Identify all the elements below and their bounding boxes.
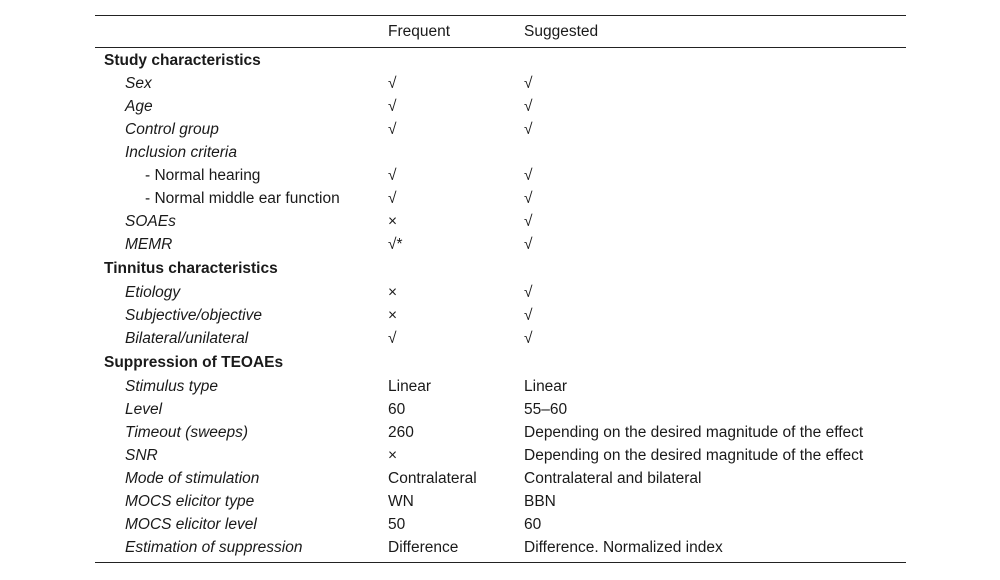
header-frequent: Frequent: [388, 23, 451, 40]
row-label: Stimulus type: [125, 378, 219, 395]
cell-frequent: √*: [388, 236, 403, 253]
table-row: [95, 210, 906, 233]
cell-suggested: √: [524, 75, 533, 92]
section-title-tinnitus: Tinnitus characteristics: [104, 260, 278, 277]
cell-frequent: Difference: [388, 539, 459, 556]
row-label: SOAEs: [125, 213, 176, 230]
row-label: MOCS elicitor level: [125, 516, 257, 533]
row-label: MEMR: [125, 236, 173, 253]
row-label: MOCS elicitor type: [125, 493, 255, 510]
table-row: [95, 164, 906, 187]
table-row: [95, 233, 906, 256]
cell-suggested: Linear: [524, 378, 568, 395]
cell-suggested: 55–60: [524, 401, 568, 418]
table-header: [95, 16, 906, 47]
table-row: [95, 118, 906, 141]
row-label: Inclusion criteria: [125, 144, 237, 161]
table-row: [95, 467, 906, 490]
cell-frequent: 50: [388, 516, 406, 533]
cell-frequent: √: [388, 98, 397, 115]
cell-frequent: √: [388, 75, 397, 92]
table-row: [95, 513, 906, 536]
row-label: Mode of stimulation: [125, 470, 260, 487]
table-row: [95, 421, 906, 444]
cell-frequent: ×: [388, 284, 398, 301]
row-label: - Normal hearing: [145, 167, 261, 184]
table-row: [95, 444, 906, 467]
cell-suggested: BBN: [524, 493, 556, 510]
cell-suggested: √: [524, 167, 533, 184]
row-label: - Normal middle ear function: [145, 190, 340, 207]
cell-frequent: ×: [388, 213, 398, 230]
cell-frequent: √: [388, 190, 397, 207]
table-row: [95, 281, 906, 304]
table-header-rule: [95, 47, 906, 48]
cell-suggested: √: [524, 307, 533, 324]
table-row: [95, 375, 906, 398]
cell-suggested: √: [524, 121, 533, 138]
cell-suggested: √: [524, 213, 533, 230]
row-label: Etiology: [125, 284, 181, 301]
cell-suggested: Contralateral and bilateral: [524, 470, 702, 487]
cell-frequent: ×: [388, 307, 398, 324]
comparison-table: [95, 15, 906, 563]
table-row: [95, 327, 906, 350]
header-suggested: Suggested: [524, 23, 599, 40]
section-title-study: Study characteristics: [104, 52, 261, 69]
cell-frequent: ×: [388, 447, 398, 464]
table-bottom-rule: [95, 562, 906, 563]
table-row: [95, 398, 906, 421]
row-label: SNR: [125, 447, 158, 464]
cell-suggested: Depending on the desired magnitude of the effect: [524, 424, 864, 441]
cell-suggested: √: [524, 330, 533, 347]
row-label: Sex: [125, 75, 152, 92]
row-label: Level: [125, 401, 163, 418]
table-row: [95, 490, 906, 513]
row-label: Estimation of suppression: [125, 539, 303, 556]
table-row: [95, 304, 906, 327]
table-row: [95, 187, 906, 210]
row-label: Timeout (sweeps): [125, 424, 249, 441]
cell-frequent: Contralateral: [388, 470, 477, 487]
section-title-suppression: Suppression of TEOAEs: [104, 354, 284, 371]
row-label: Control group: [125, 121, 219, 138]
cell-suggested: 60: [524, 516, 542, 533]
cell-frequent: √: [388, 330, 397, 347]
cell-suggested: √: [524, 236, 533, 253]
table-row: [95, 536, 906, 559]
cell-frequent: 260: [388, 424, 414, 441]
cell-frequent: √: [388, 121, 397, 138]
row-label: Bilateral/unilateral: [125, 330, 249, 347]
cell-frequent: Linear: [388, 378, 432, 395]
row-label: Age: [125, 98, 153, 115]
cell-suggested: √: [524, 98, 533, 115]
table-row: [95, 72, 906, 95]
cell-suggested: √: [524, 284, 533, 301]
row-label: Subjective/objective: [125, 307, 262, 324]
cell-frequent: 60: [388, 401, 406, 418]
table-row: [95, 95, 906, 118]
cell-suggested: Depending on the desired magnitude of the effect: [524, 447, 864, 464]
cell-suggested: Difference. Normalized index: [524, 539, 723, 556]
cell-frequent: √: [388, 167, 397, 184]
cell-frequent: WN: [388, 493, 414, 510]
cell-suggested: √: [524, 190, 533, 207]
table-row: [95, 141, 906, 164]
